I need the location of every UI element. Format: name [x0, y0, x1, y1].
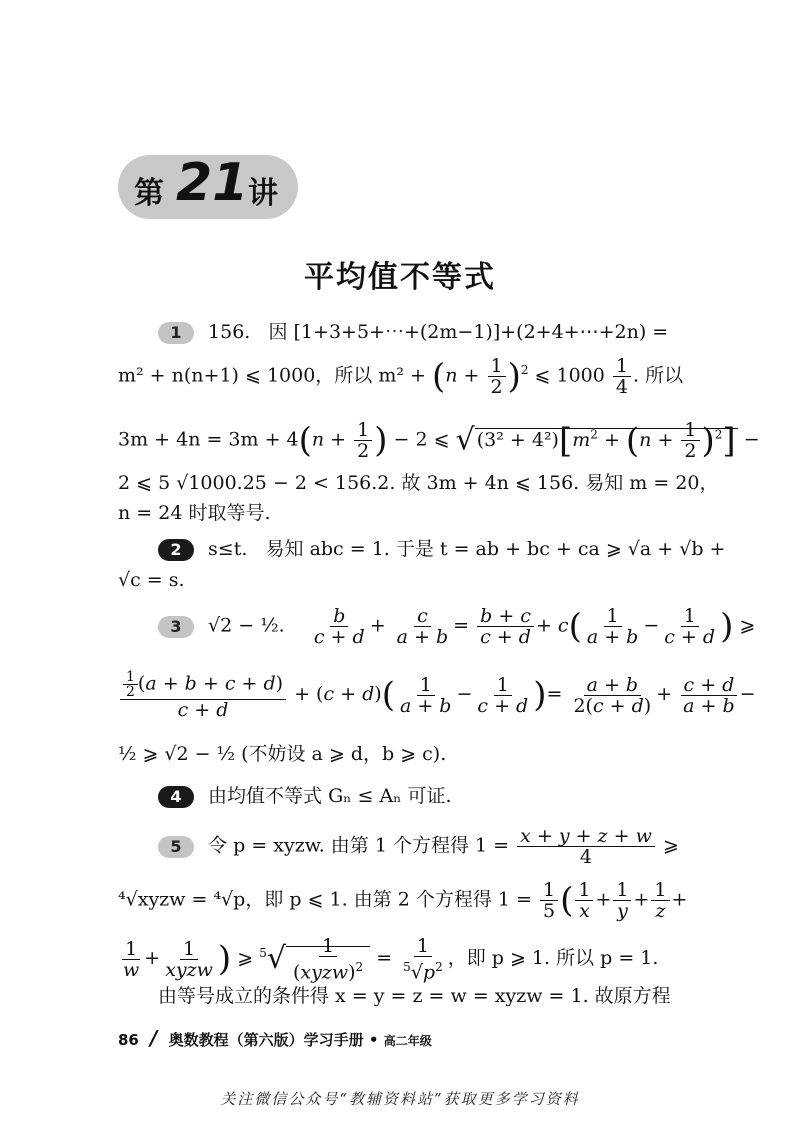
problem-badge: 5: [158, 836, 194, 858]
text: ，即 p ⩾ 1. 所以 p = 1.: [447, 947, 659, 970]
problem-5-line-1: 5 令 p = xyzw. 由第 1 个方程得 1 = $\frac{x + y + z + w}{4}$ ⩾: [158, 826, 679, 867]
fraction: $\frac{1}{2}$: [488, 356, 506, 397]
footer-slash: /: [150, 1026, 158, 1050]
problem-badge: 1: [158, 322, 194, 344]
problem-3-line-3: ½ ⩾ √2 − ½ (不妨设 a ⩾ d，b ⩾ c).: [118, 743, 447, 765]
fraction: $\frac{1}{2}$: [354, 420, 372, 461]
page-footer: [118, 1026, 432, 1050]
book-title: 奥数教程（第六版）学习手册: [168, 1031, 364, 1049]
text: 因 [1+3+5+⋯+(2m−1)]+(2+4+⋯+2n) =: [268, 321, 669, 343]
problem-badge: 3: [158, 616, 194, 638]
text: 令 p = xyzw. 由第 1 个方程得 1 =: [208, 834, 510, 857]
text: m² + n(n+1) ⩽ 1000，所以 m² +: [118, 364, 426, 387]
chapter-number: 21: [176, 153, 249, 213]
problem-badge: 4: [158, 786, 194, 808]
problem-2-line-1: [158, 537, 725, 561]
text: 由均值不等式 Gₙ ≤ Aₙ 可证.: [208, 785, 452, 807]
problem-3-line-2: $\frac{1}{2}$ (a + b + c + d) c + d + (c + d)( $\frac{1}{a + b}$ − $\frac{1}{c + d}$ )= $\frac{a + b}{2(c + d)}$ + $\frac{c + d}{a + b}$ −: [118, 670, 756, 720]
problem-1-line-3: 3m + 4n = 3m + 4(n + $\frac{1}{2}$ ) − 2 ⩽ √ $(3^2 + 4^2)[m^2 + (n$ + $\frac{1}{2}$ )$^2$] −: [118, 419, 760, 462]
text: − 2 ⩽: [393, 428, 450, 451]
problem-5-line-2: ⁴√xyzw = ⁴√p，即 p ⩽ 1. 由第 2 个方程得 1 = $\frac{1}{5}$ ( $\frac{1}{x}$ + $\frac{1}{y}$ + $\frac{1}{z}$ +: [118, 879, 688, 922]
footer-dot: •: [368, 1031, 379, 1049]
chapter-badge: [118, 155, 298, 219]
problem-3-line-1: 3 √2 − ½. $\frac{b}{c + d}$ + $\frac{c}{a + b}$ = $\frac{b + c}{c + d}$ + c( $\frac{1}{a + b}$ − $\frac{1}{c + d}$ ) ⩾: [158, 606, 755, 647]
problem-5-line-4: 由等号成立的条件得 x = y = z = w = xyzw = 1. 故原方程: [158, 985, 671, 1007]
text: ⁴√xyzw = ⁴√p，即 p ⩽ 1. 由第 2 个方程得 1 =: [118, 888, 532, 911]
text: 3m + 4n = 3m + 4: [118, 428, 299, 451]
problem-1-line-2: m² + n(n+1) ⩽ 1000，所以 m² + (n + $\frac{1}{2}$ )$^2$ ⩽ 1000 $\frac{1}{4}$ . 所以: [118, 355, 684, 398]
chapter-suffix: 讲: [248, 176, 278, 211]
problem-2-line-2: √c = s.: [118, 569, 185, 591]
text: . 所以: [633, 364, 684, 387]
problem-5-line-3: $\frac{1}{w}$ + 1 xyzw ) ⩾ $^5$√ 1 (xyzw)$^2$ = $\frac{1}{^5√p^2}$ ，即 p ⩾ 1. 所以 p = 1.: [123, 935, 659, 984]
text: 易知 abc = 1. 于是 t = ab + bc + ca ⩾ √a + √b +: [265, 538, 726, 560]
grade-label: 高二年级: [383, 1034, 432, 1048]
answer: 156.: [208, 321, 251, 343]
problem-1-line-1: [158, 320, 668, 344]
sqrt-body: $(3^2 + 4^2)[m^2 + (n$ + $\frac{1}{2}$ )$^2$]: [476, 419, 736, 462]
problem-1-line-5: n = 24 时取等号.: [118, 502, 271, 524]
page-number: 86: [118, 1031, 139, 1049]
page-title: 平均值不等式: [304, 260, 496, 295]
watermark-text: 关注微信公众号“教辅资料站”获取更多学习资料: [220, 1090, 580, 1108]
fraction: $\frac{1}{4}$: [613, 356, 631, 397]
problem-1-line-4: 2 ⩽ 5 √1000.25 − 2 < 156.2. 故 3m + 4n ⩽ 156. 易知 m = 20，: [118, 472, 719, 494]
answer: s≤t.: [208, 538, 248, 560]
chapter-prefix: 第: [134, 176, 164, 211]
answer: √2 − ½.: [208, 614, 285, 637]
text: (3² + 4²): [476, 428, 559, 451]
problem-4-line-1: [158, 784, 452, 808]
problem-badge: 2: [158, 539, 194, 561]
text: ⩽ 1000: [534, 364, 605, 387]
